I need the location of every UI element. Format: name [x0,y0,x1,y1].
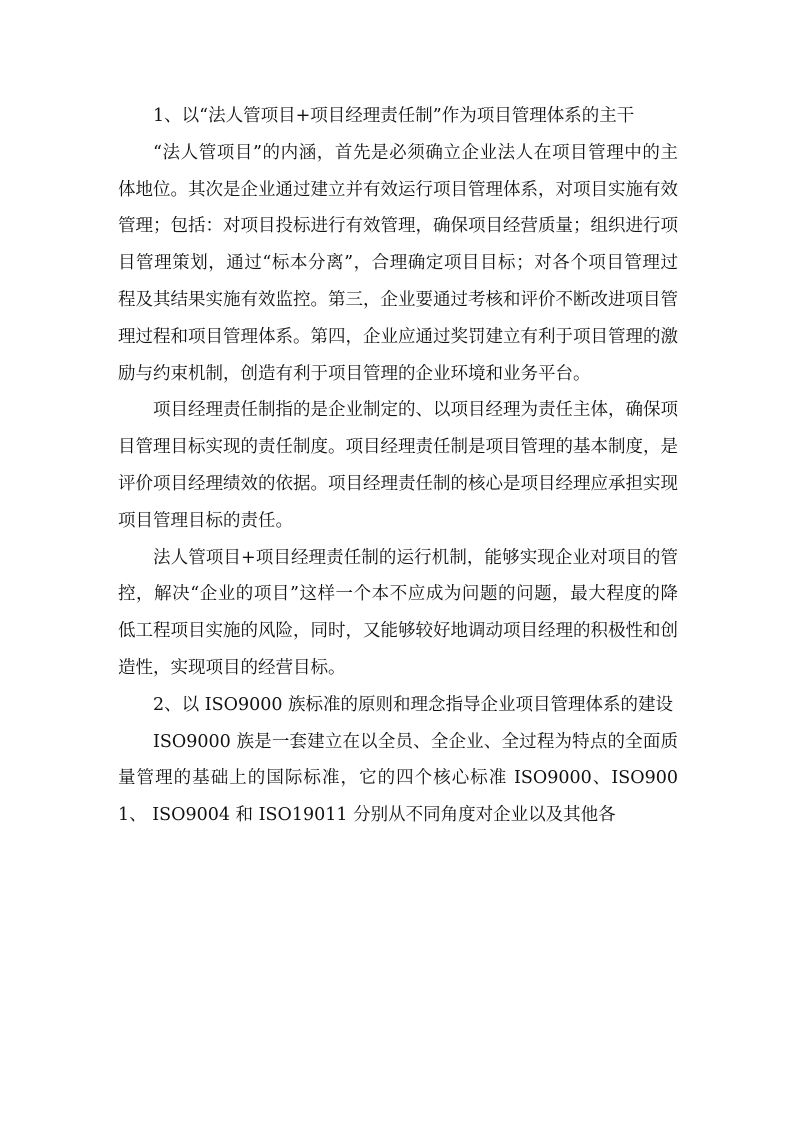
section-heading-2: 2、以 ISO9000 族标准的原则和理念指导企业项目管理体系的建设 [153,694,674,715]
paragraph-project-manager-responsibility: 项目经理责任制指的是企业制定的、以项目经理为责任主体，确保项目管理目标实现的责任制度。项目经理责任制是项目管理的基本制度，是评价项目经理绩效的依据。项目经理责任制的核心是项目经理应承担实现项目管理目标的责任。 [118,400,678,531]
section-heading-1: 1、以“法人管项目+项目经理责任制”作为项目管理体系的主干 [153,106,635,126]
paragraph-legal-person-management: “法人管项目”的内涵，首先是必须确立企业法人在项目管理中的主体地位。其次是企业通过建立并有效运行项目管理体系，对项目实施有效管理；包括：对项目投标进行有效管理，确保项目经营质量；组织进行项目管理策划，通过“标本分离”，合理确定项目目标；对各个项目管理过程及其结果实施有效监控。第三，企业要通过考核和评价不断改进项目管理过程和项目管理体系。第四，企业应通过奖罚建立有利于项目管理的激励与约束机制，创造有利于项目管理的企业环境和业务平台。 [118,142,678,384]
paragraph-operating-mechanism: 法人管项目+项目经理责任制的运行机制，能够实现企业对项目的管控，解决“企业的项目”这样一个本不应成为问题的问题，最大程度的降低工程项目实施的风险，同时，又能够较好地调动项目经理的积极性和创造性，实现项目的经营目标。 [118,547,678,678]
document-body [118,98,678,834]
paragraph-iso9000: ISO9000 族是一套建立在以全员、全企业、全过程为特点的全面质量管理的基础上的国际标准，它的四个核心标准 ISO9000、ISO9001、 ISO9004 和 ISO19011 分别从不同角度对企业以及其他各 [118,731,678,826]
